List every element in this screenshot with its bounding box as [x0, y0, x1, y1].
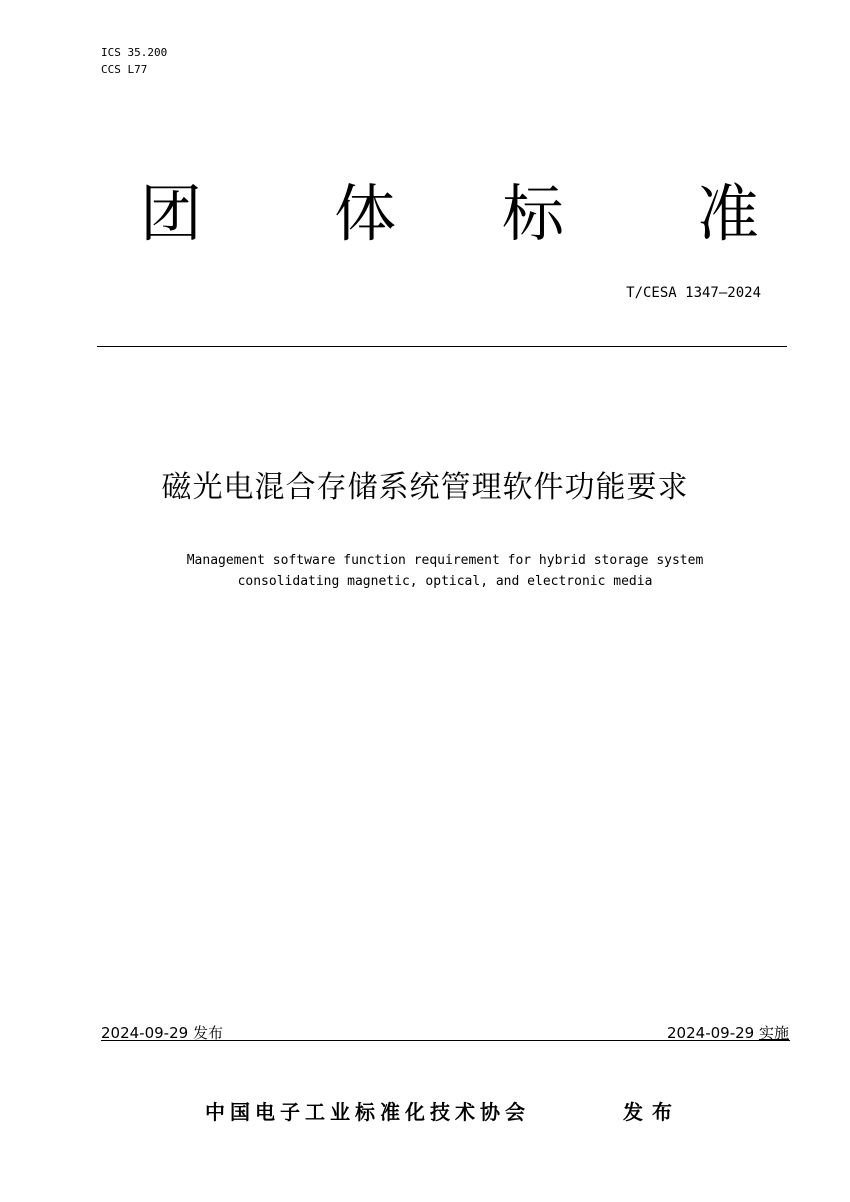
- ccs-code: CCS L77: [101, 63, 148, 76]
- chinese-title: 磁光电混合存储系统管理软件功能要求: [161, 470, 689, 505]
- standard-type-banner: [0, 178, 850, 258]
- implementation-label: 实施: [758, 1024, 789, 1042]
- banner-char-4: 准: [697, 177, 760, 250]
- standard-number: T/CESA 1347—2024: [626, 285, 761, 301]
- ics-code: ICS 35.200: [101, 46, 168, 59]
- english-title-line-1: Management software function requirement for hybrid storage system: [186, 553, 704, 568]
- issuer-action: 发布: [623, 1100, 681, 1124]
- implementation-date-value: 2024-09-29: [667, 1024, 755, 1042]
- english-title: [0, 550, 850, 592]
- banner-char-1: 团: [140, 177, 203, 250]
- classification-codes: [101, 44, 167, 78]
- banner-char-3: 标: [502, 177, 565, 250]
- bottom-divider: [101, 1040, 790, 1041]
- english-title-line-2: consolidating magnetic, optical, and electronic media: [237, 574, 653, 589]
- publish-date: 2024-09-29 发布: [101, 1024, 223, 1042]
- top-divider: [97, 346, 787, 347]
- issuing-organization: 中国电子工业标准化技术协会: [205, 1100, 530, 1124]
- banner-char-2: 体: [334, 177, 397, 250]
